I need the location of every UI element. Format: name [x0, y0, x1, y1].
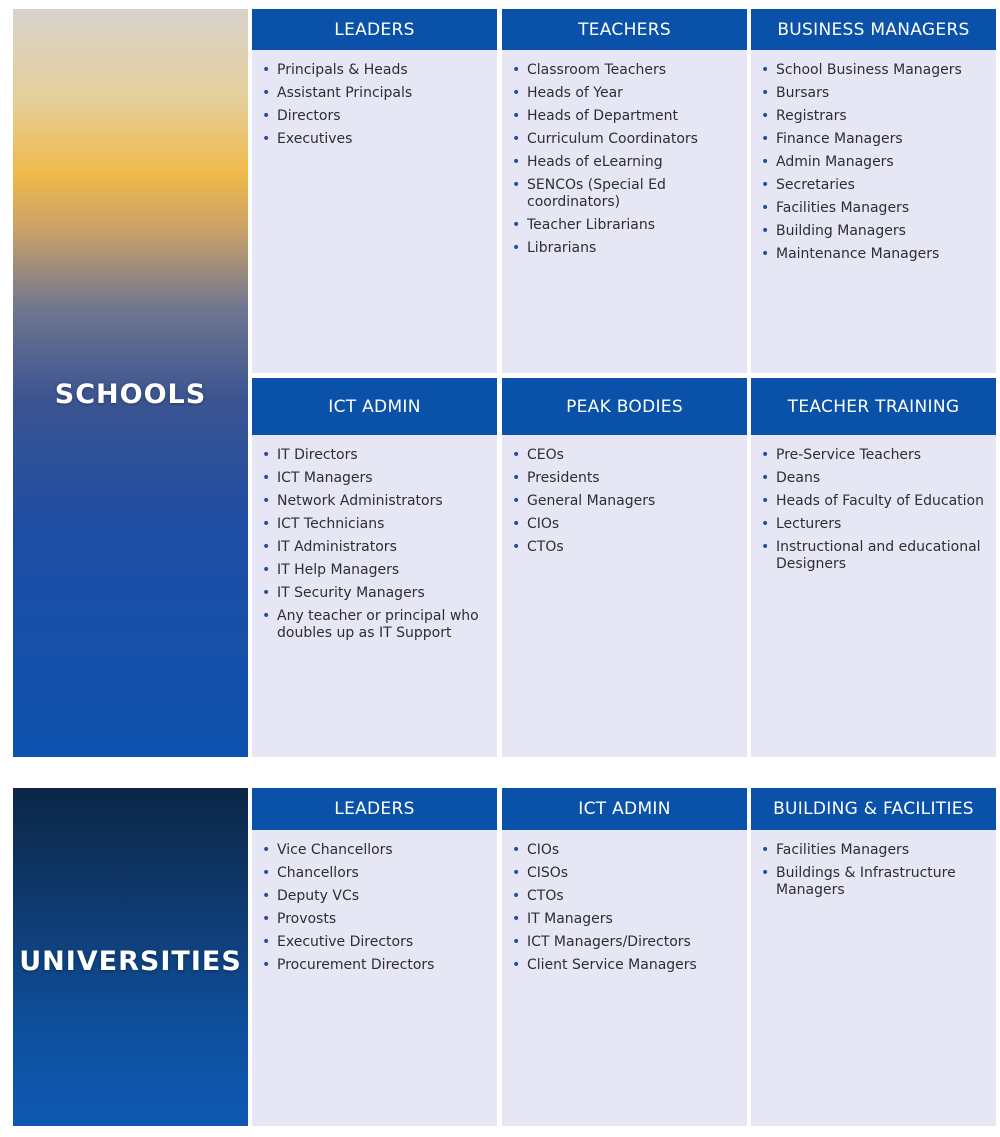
role-item: • Pre-Service Teachers	[776, 447, 986, 464]
role-item: • CEOs	[527, 447, 737, 464]
role-list	[751, 830, 996, 899]
role-item: • Buildings & Infrastructure Managers	[776, 865, 986, 899]
role-item: • Admin Managers	[776, 154, 986, 171]
universities-label: UNIVERSITIES	[19, 946, 242, 977]
role-item: • Network Administrators	[277, 493, 487, 510]
role-item: • Principals & Heads	[277, 62, 487, 79]
role-item: • Any teacher or principal who doubles up as IT Support	[277, 608, 487, 642]
card-title: LEADERS	[252, 788, 497, 830]
card-title: ICT ADMIN	[502, 788, 747, 830]
role-item: • IT Help Managers	[277, 562, 487, 579]
role-item: • Building Managers	[776, 223, 986, 240]
role-item: • IT Managers	[527, 911, 737, 928]
universities-leaders-card	[252, 788, 497, 1126]
card-title: PEAK BODIES	[502, 378, 747, 435]
role-list	[751, 435, 996, 573]
role-item: • Instructional and educational Designers	[776, 539, 986, 573]
role-item: • Facilities Managers	[776, 200, 986, 217]
role-list	[502, 435, 747, 556]
universities-ict-admin-card	[502, 788, 747, 1126]
card-title: TEACHERS	[502, 9, 747, 50]
role-list	[252, 435, 497, 642]
schools-label: SCHOOLS	[54, 379, 207, 410]
role-item: • SENCOs (Special Ed coordinators)	[527, 177, 737, 211]
role-item: • CIOs	[527, 842, 737, 859]
universities-building-facilities-card	[751, 788, 996, 1126]
role-item: • IT Administrators	[277, 539, 487, 556]
schools-teacher-training-card	[751, 378, 996, 757]
role-item: • ICT Managers	[277, 470, 487, 487]
role-item: • General Managers	[527, 493, 737, 510]
card-title: ICT ADMIN	[252, 378, 497, 435]
schools-panel	[13, 9, 248, 757]
role-item: • Heads of Year	[527, 85, 737, 102]
role-item: • Teacher Librarians	[527, 217, 737, 234]
role-item: • Directors	[277, 108, 487, 125]
role-list	[502, 830, 747, 974]
role-item: • Lecturers	[776, 516, 986, 533]
role-item: • School Business Managers	[776, 62, 986, 79]
role-item: • Librarians	[527, 240, 737, 257]
card-title: BUILDING & FACILITIES	[751, 788, 996, 830]
role-item: • Assistant Principals	[277, 85, 487, 102]
role-item: • Curriculum Coordinators	[527, 131, 737, 148]
role-item: • Secretaries	[776, 177, 986, 194]
role-item: • CIOs	[527, 516, 737, 533]
role-item: • Procurement Directors	[277, 957, 487, 974]
role-item: • Client Service Managers	[527, 957, 737, 974]
universities-panel	[13, 788, 248, 1126]
role-item: • Chancellors	[277, 865, 487, 882]
role-item: • CISOs	[527, 865, 737, 882]
role-item: • Provosts	[277, 911, 487, 928]
role-item: • Heads of eLearning	[527, 154, 737, 171]
role-list	[751, 50, 996, 263]
role-item: • Facilities Managers	[776, 842, 986, 859]
role-item: • Maintenance Managers	[776, 246, 986, 263]
card-title: LEADERS	[252, 9, 497, 50]
schools-leaders-card	[252, 9, 497, 373]
role-item: • ICT Managers/Directors	[527, 934, 737, 951]
card-title: BUSINESS MANAGERS	[751, 9, 996, 50]
role-list	[252, 830, 497, 974]
schools-teachers-card	[502, 9, 747, 373]
role-item: • IT Directors	[277, 447, 487, 464]
role-item: • Finance Managers	[776, 131, 986, 148]
schools-ict-admin-card	[252, 378, 497, 757]
role-item: • ICT Technicians	[277, 516, 487, 533]
role-item: • CTOs	[527, 539, 737, 556]
role-item: • Executive Directors	[277, 934, 487, 951]
role-item: • Executives	[277, 131, 487, 148]
role-item: • Registrars	[776, 108, 986, 125]
role-item: • Vice Chancellors	[277, 842, 487, 859]
role-item: • CTOs	[527, 888, 737, 905]
role-item: • Deans	[776, 470, 986, 487]
role-item: • Heads of Department	[527, 108, 737, 125]
role-item: • Bursars	[776, 85, 986, 102]
role-item: • IT Security Managers	[277, 585, 487, 602]
role-list	[252, 50, 497, 148]
role-list	[502, 50, 747, 257]
card-title: TEACHER TRAINING	[751, 378, 996, 435]
role-item: • Presidents	[527, 470, 737, 487]
schools-business-managers-card	[751, 9, 996, 373]
role-item: • Deputy VCs	[277, 888, 487, 905]
role-item: • Heads of Faculty of Education	[776, 493, 986, 510]
role-item: • Classroom Teachers	[527, 62, 737, 79]
schools-peak-bodies-card	[502, 378, 747, 757]
